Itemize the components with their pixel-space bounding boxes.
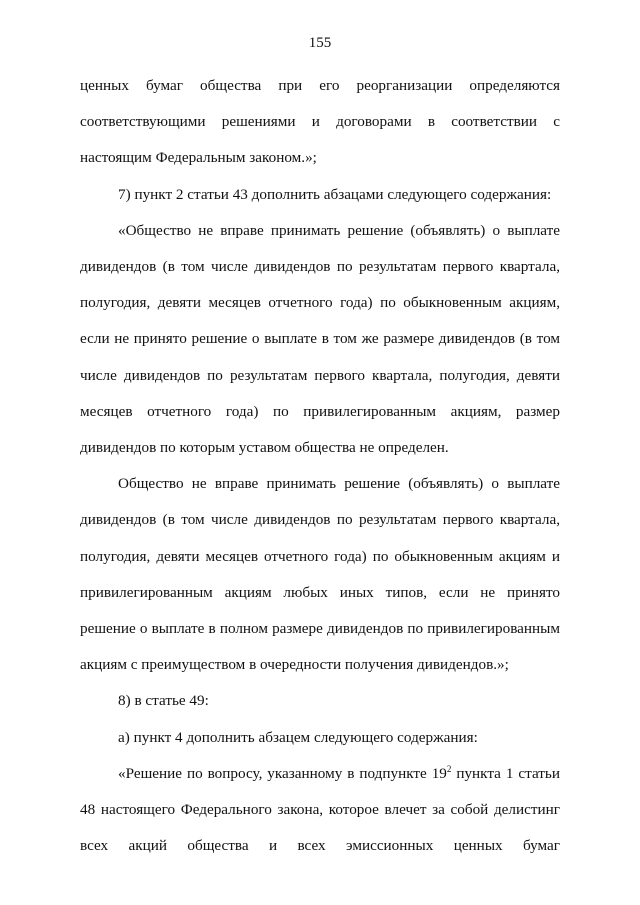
paragraph-continuation: ценных бумаг общества при его реорганизации определяются соответствующими решениями и договорами в соответствии с настоящим Федеральным законом.»; — [80, 77, 560, 167]
page-number: 155 — [308, 35, 332, 51]
superscript-number: 2 — [446, 763, 452, 774]
paragraph-quote-delisting-start: «Решение по вопросу, указанному в подпункте 19 — [118, 764, 447, 782]
paragraph-item-7: 7) пункт 2 статьи 43 дополнить абзацами следующего содержания: — [118, 185, 552, 203]
paragraph-quote-delisting — [80, 756, 560, 865]
paragraph-quote-delisting-end: пункта 1 статьи 48 настоящего Федерального закона, которое влечет за собой делистинг всех акций общества и всех эмиссионных ценных бумаг — [80, 764, 560, 855]
paragraph-dividends-preferred: Общество не вправе принимать решение (объявлять) о выплате дивидендов (в том числе дивидендов по результатам первого квартала, полугодия, девяти месяцев отчетного года) по обыкновенным акциям и привилегированным акциям любых иных типов, если не принято решение о выплате в полном размере дивидендов по привилегированным акциям с преимуществом в очередности получения дивидендов.»; — [80, 475, 560, 674]
paragraph-item-8: 8) в статье 49: — [118, 692, 209, 710]
paragraph-quote-dividends-ordinary: «Общество не вправе принимать решение (объявлять) о выплате дивидендов (в том числе дивидендов по результатам первого квартала, полугодия, девяти месяцев отчетного года) по обыкновенным акциям, если не принято решение о выплате в том же размере дивидендов (в том числе дивидендов по результатам первого квартала, полугодия, девяти месяцев отчетного года) по привилегированным акциям, размер дивидендов по которым уставом общества не определен. — [80, 221, 560, 457]
document-body — [80, 68, 560, 864]
paragraph-item-a: а) пункт 4 дополнить абзацем следующего содержания: — [118, 728, 478, 746]
